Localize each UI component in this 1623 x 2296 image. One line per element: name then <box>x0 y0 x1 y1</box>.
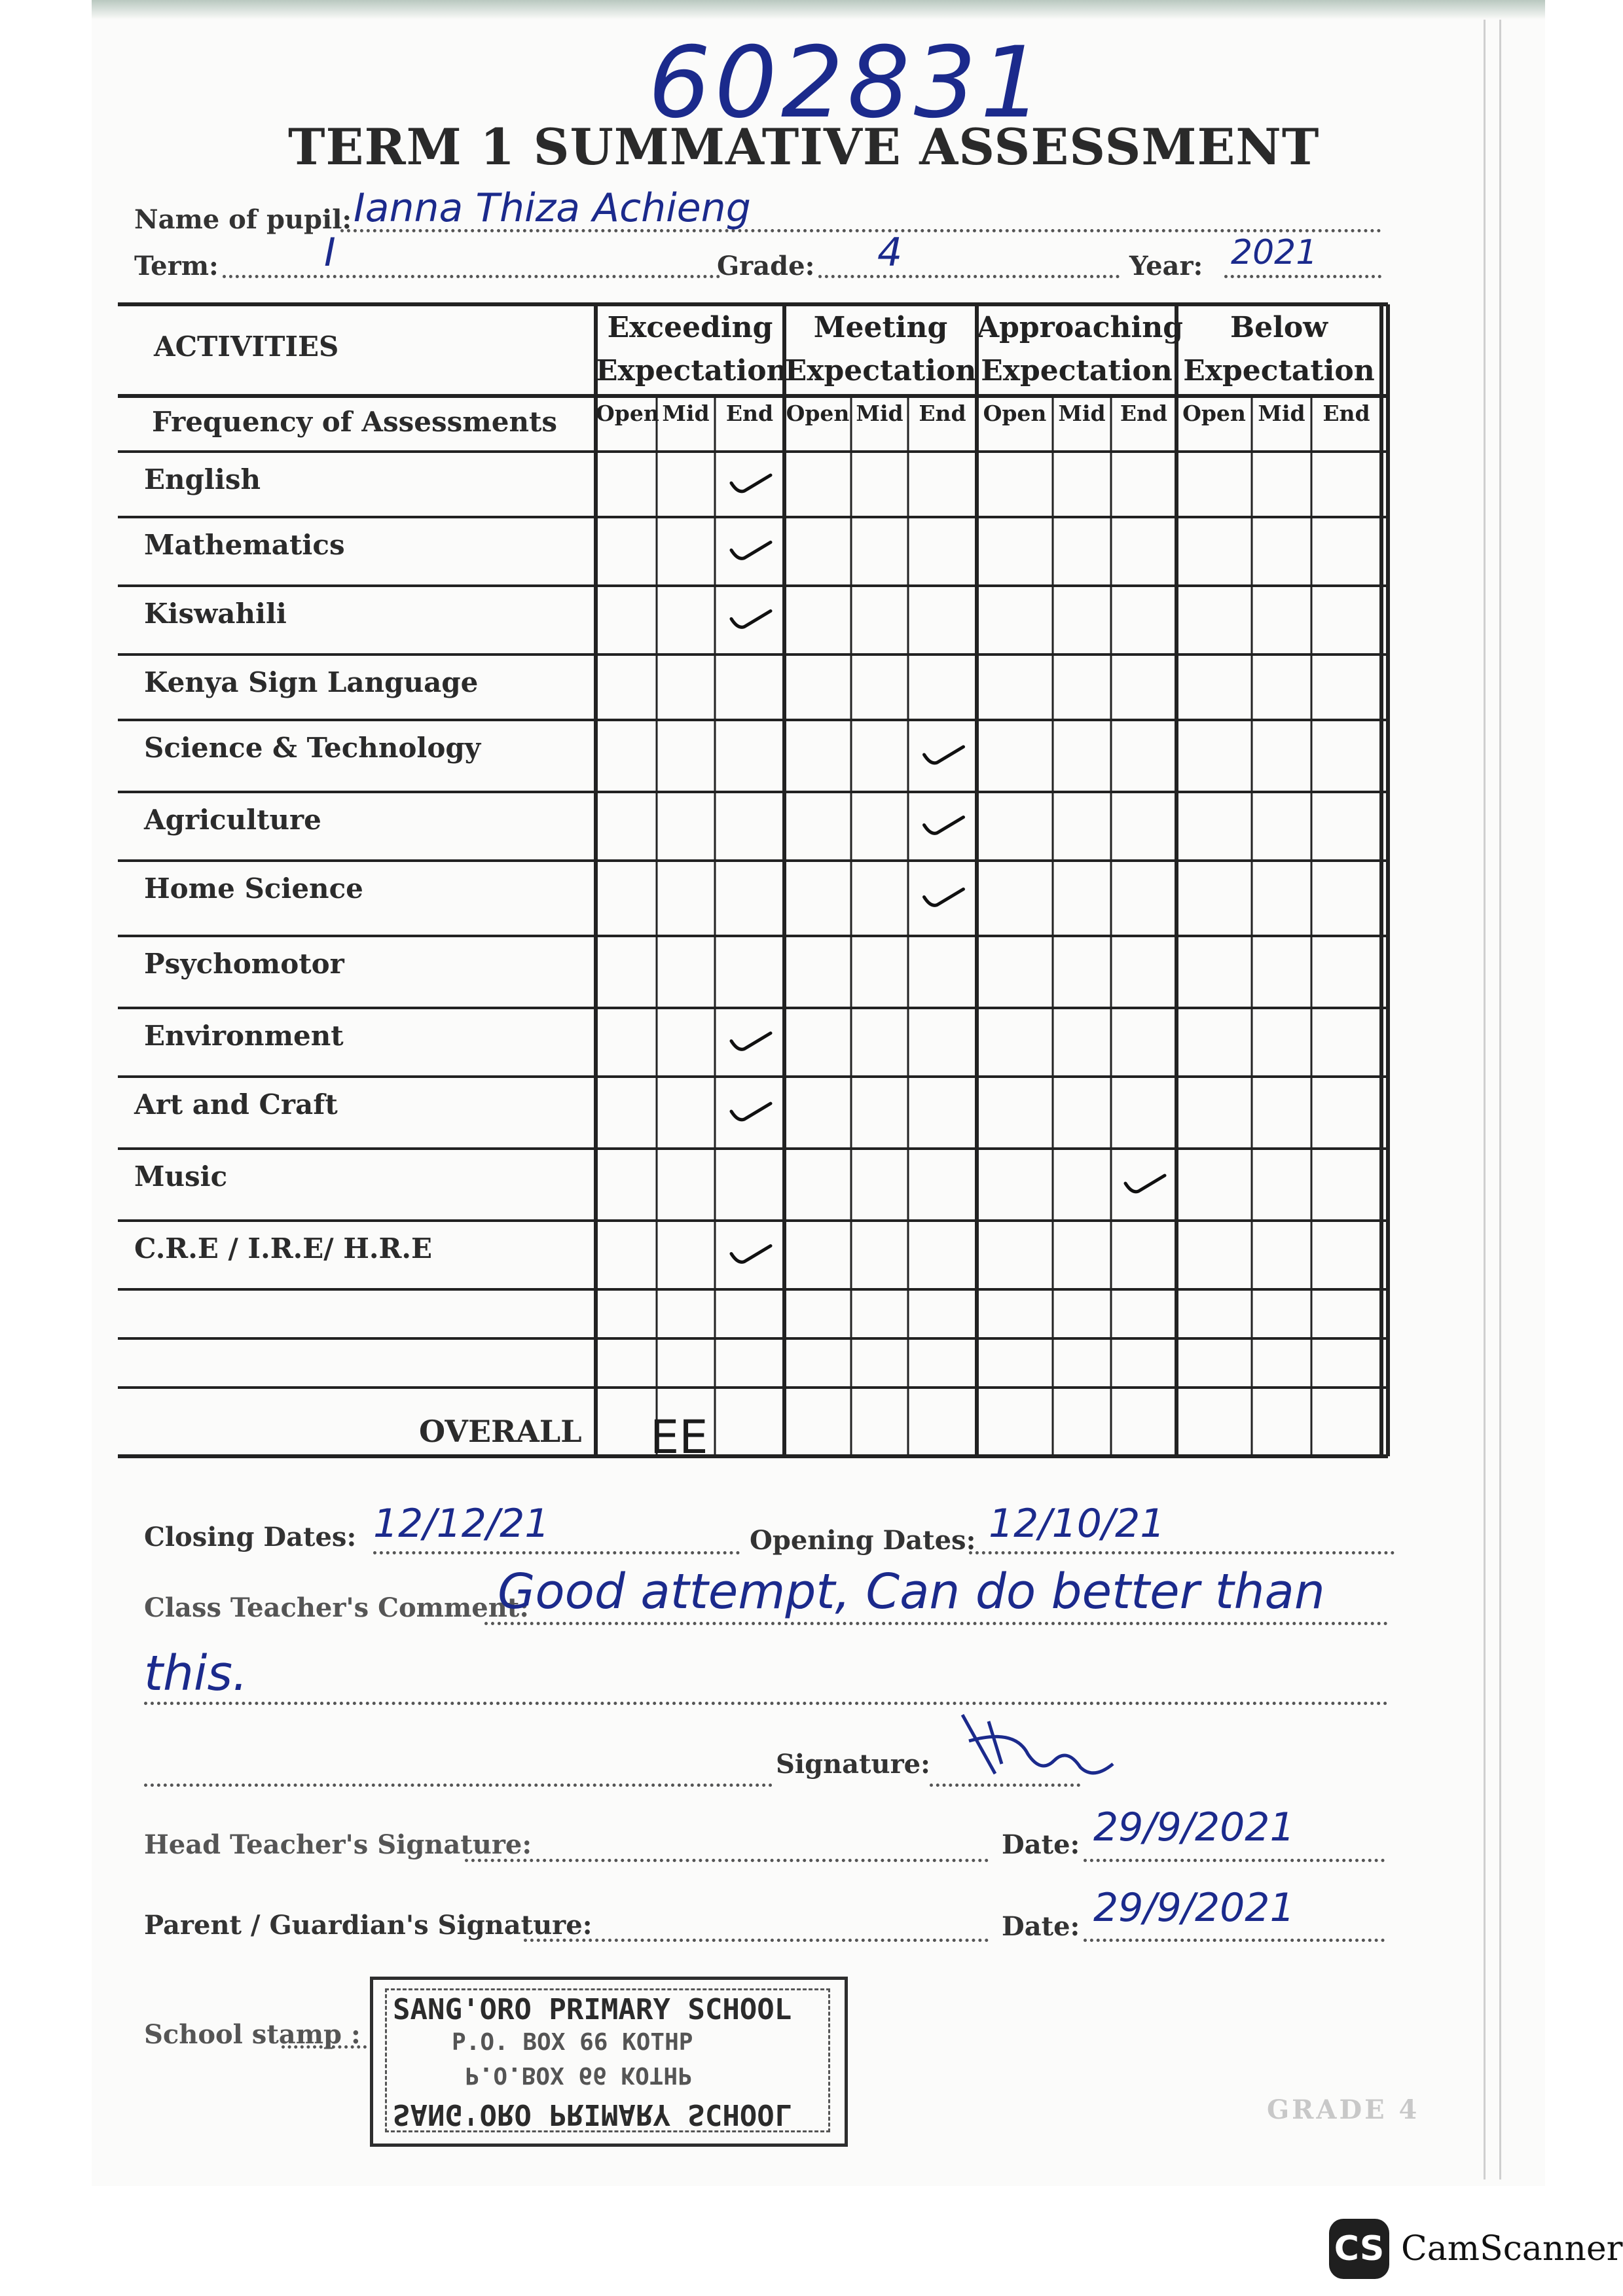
handwritten-reference: 602831 <box>648 26 1047 140</box>
closing-dates-line <box>373 1551 740 1554</box>
subject-label: Kiswahili <box>144 598 287 630</box>
parent-signature-label: Parent / Guardian's Signature: <box>144 1910 593 1941</box>
group-header-1 <box>784 306 977 393</box>
parent-signature-line <box>524 1939 989 1942</box>
stamp-school-name-mirrored: SANG'ORO PRIMARY SCHOOL <box>393 2098 792 2131</box>
tick-mark <box>731 543 771 559</box>
group-header-line2: Expectation <box>981 354 1173 387</box>
term-value: I <box>324 230 336 276</box>
subject-label: Environment <box>144 1020 344 1052</box>
camscanner-name: CamScanner <box>1401 2229 1623 2269</box>
stamp-school-name: SANG'ORO PRIMARY SCHOOL <box>393 1993 792 2026</box>
opening-dates-label: Opening Dates: <box>750 1525 976 1556</box>
group-header-line1: Meeting <box>813 311 948 344</box>
parent-date-label: Date: <box>1002 1911 1080 1942</box>
opening-dates-value: 12/10/21 <box>989 1501 1165 1547</box>
sub-header-cell: End <box>919 401 966 426</box>
group-header-0 <box>596 306 788 393</box>
page-title: TERM 1 SUMMATIVE ASSESSMENT <box>288 118 1320 176</box>
frequency-label: Frequency of Assessments <box>152 406 558 438</box>
subject-label: C.R.E / I.R.E/ H.R.E <box>134 1232 433 1265</box>
head-teacher-date-value: 29/9/2021 <box>1093 1804 1295 1850</box>
sub-header-cell: Mid <box>856 401 903 426</box>
school-stamp-line <box>282 2045 367 2049</box>
group-header-line2: Expectation <box>596 354 788 387</box>
pupil-name-label: Name of pupil: <box>134 204 352 235</box>
opening-dates-line <box>969 1551 1395 1554</box>
head-teacher-date-label: Date: <box>1002 1829 1080 1860</box>
sub-header-cell: Open <box>786 401 850 426</box>
tick-mark <box>731 1103 771 1120</box>
parent-date-value: 29/9/2021 <box>1093 1885 1295 1931</box>
year-value: 2021 <box>1231 233 1318 272</box>
sub-header-cell: Open <box>1182 401 1246 426</box>
sub-header-cell: Mid <box>1258 401 1305 426</box>
stamp-address: P.O. BOX 66 KOTHP <box>452 2029 693 2056</box>
teacher-signature-scribble <box>949 1702 1120 1793</box>
school-stamp-label: School stamp : <box>144 2019 361 2050</box>
subject-label: Music <box>134 1160 228 1193</box>
head-teacher-signature-label: Head Teacher's Signature: <box>144 1829 532 1860</box>
subject-label: Mathematics <box>144 529 345 561</box>
tick-mark <box>924 817 964 834</box>
signature-label: Signature: <box>776 1749 930 1780</box>
subject-label: Science & Technology <box>144 732 481 764</box>
overall-label: OVERALL <box>419 1414 582 1449</box>
group-header-2 <box>977 306 1183 393</box>
sub-header-cell: Mid <box>662 401 710 426</box>
tick-mark <box>731 611 771 628</box>
group-header-line2: Expectation <box>784 354 977 387</box>
activities-header: ACTIVITIES <box>154 331 339 363</box>
subject-label: Kenya Sign Language <box>144 666 479 698</box>
subject-label: English <box>144 463 261 495</box>
sub-header-cell: Open <box>596 401 659 426</box>
sub-header-cell: End <box>1322 401 1370 426</box>
group-header-line2: Expectation <box>1183 354 1375 387</box>
tick-mark <box>731 1246 771 1263</box>
parent-date-line <box>1084 1939 1385 1942</box>
comment-line-3 <box>144 1784 773 1787</box>
tick-mark <box>731 475 771 492</box>
group-header-line1: Approaching <box>977 311 1183 344</box>
grade-value: 4 <box>877 230 903 276</box>
closing-dates-label: Closing Dates: <box>144 1522 357 1552</box>
subject-label: Home Science <box>144 872 363 905</box>
comment-text-line-2: this. <box>144 1645 248 1702</box>
faint-grade-mark: GRADE 4 <box>1267 2094 1420 2125</box>
comment-text-line-1: Good attempt, Can do better than <box>498 1564 1325 1620</box>
term-label: Term: <box>134 251 219 281</box>
sub-header-cell: End <box>1120 401 1168 426</box>
sub-header-cell: End <box>725 401 774 426</box>
subject-label: Psychomotor <box>144 948 344 980</box>
subject-label: Art and Craft <box>134 1088 338 1121</box>
class-teacher-comment-label: Class Teacher's Comment: <box>144 1592 530 1623</box>
comment-line-2 <box>144 1702 1388 1705</box>
tick-mark <box>924 747 964 763</box>
group-header-line1: Below <box>1230 311 1328 344</box>
sub-header-cell: Open <box>983 401 1047 426</box>
tick-mark <box>731 1033 771 1050</box>
overall-value: EE <box>650 1410 708 1464</box>
tick-mark <box>924 889 964 906</box>
year-label: Year: <box>1129 251 1203 281</box>
stamp-address-mirrored: P.O.BOX 66 KOTHP <box>465 2062 692 2089</box>
head-teacher-signature-line <box>465 1859 989 1862</box>
camscanner-logo: CS <box>1329 2219 1389 2279</box>
group-header-line1: Exceeding <box>607 311 773 344</box>
group-header-3 <box>1176 306 1381 393</box>
comment-line-1 <box>484 1622 1388 1625</box>
tick-mark <box>1125 1175 1165 1192</box>
head-teacher-date-line <box>1084 1859 1385 1862</box>
pupil-name-value: Ianna Thiza Achieng <box>354 185 751 231</box>
sub-header-cell: Mid <box>1058 401 1106 426</box>
grade-label: Grade: <box>717 251 815 281</box>
subject-label: Agriculture <box>144 804 321 836</box>
closing-dates-value: 12/12/21 <box>373 1501 550 1547</box>
